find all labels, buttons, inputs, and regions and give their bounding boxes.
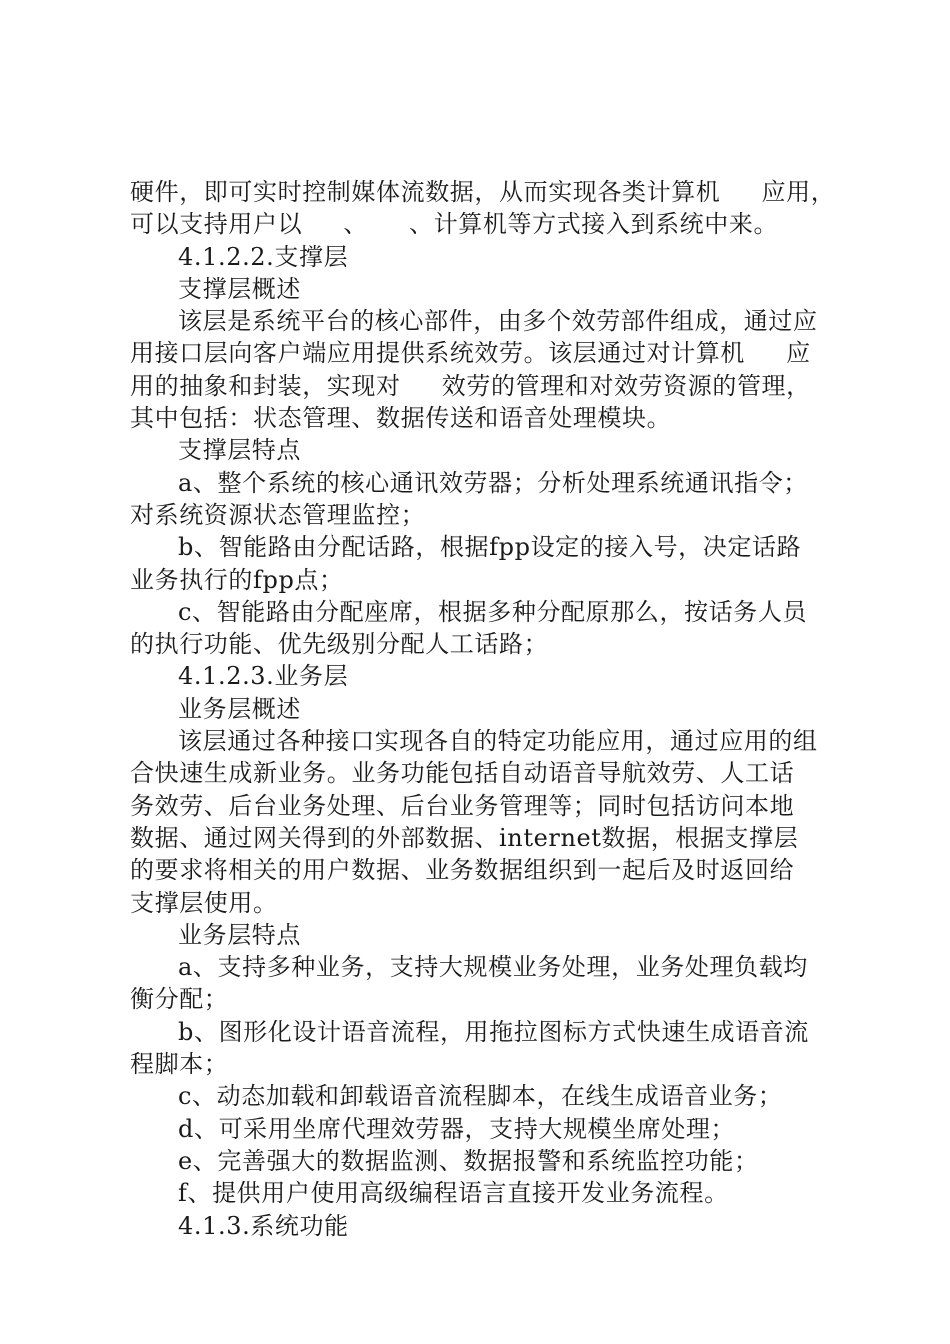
text-line: 的要求将相关的用户数据、业务数据组织到一起后及时返回给 bbox=[130, 856, 795, 885]
text-line: 数据、通过网关得到的外部数据、internet数据，根据支撑层 bbox=[130, 823, 799, 852]
list-item: b、智能路由分配话路，根据fpp设定的接入号，决定话路 bbox=[178, 533, 802, 562]
subsection-heading: 业务层概述 bbox=[178, 694, 301, 723]
list-item: c、智能路由分配座席，根据多种分配原那么，按话务人员 bbox=[178, 597, 808, 626]
text-line: 对系统资源状态管理监控； bbox=[130, 500, 426, 529]
text-line: 硬件，即可实时控制媒体流数据，从而实现各类计算机 应用， bbox=[130, 178, 836, 206]
text-line: 支撑层使用。 bbox=[130, 888, 278, 917]
text-line: 业务执行的fpp点； bbox=[130, 565, 344, 594]
list-item: d、可采用坐席代理效劳器，支持大规模坐席处理； bbox=[178, 1114, 736, 1143]
document-body bbox=[130, 176, 838, 1242]
section-heading: 4.1.2.3.业务层 bbox=[178, 662, 349, 691]
text-line: 该层是系统平台的核心部件，由多个效劳部件组成，通过应 bbox=[178, 307, 818, 336]
text-line: 务效劳、后台业务处理、后台业务管理等；同时包括访问本地 bbox=[130, 791, 795, 820]
section-heading: 4.1.3.系统功能 bbox=[178, 1211, 349, 1240]
text-line: 用接口层向客户端应用提供系统效劳。该层通过对计算机 应 bbox=[130, 339, 811, 368]
list-item: e、完善强大的数据监测、数据报警和系统监控功能； bbox=[178, 1146, 759, 1175]
list-item: a、支持多种业务，支持大规模业务处理，业务处理负载均 bbox=[178, 953, 808, 982]
section-heading: 4.1.2.2.支撑层 bbox=[178, 242, 349, 271]
subsection-heading: 支撑层概述 bbox=[178, 274, 301, 303]
list-item: f、提供用户使用高级编程语言直接开发业务流程。 bbox=[178, 1179, 729, 1208]
text-line: 的执行功能、优先级别分配人工话路； bbox=[130, 630, 549, 659]
text-line: 合快速生成新业务。业务功能包括自动语音导航效劳、人工话 bbox=[130, 759, 795, 788]
list-item: b、图形化设计语音流程，用拖拉图标方式快速生成语音流 bbox=[178, 1017, 809, 1046]
text-line: 程脚本； bbox=[130, 1050, 229, 1079]
text-line: 用的抽象和封装，实现对 效劳的管理和对效劳资源的管理， bbox=[130, 371, 811, 400]
text-line: 其中包括：状态管理、数据传送和语音处理模块。 bbox=[130, 404, 672, 433]
subsection-heading: 支撑层特点 bbox=[178, 436, 301, 465]
list-item: c、动态加载和卸载语音流程脚本，在线生成语音业务； bbox=[178, 1082, 783, 1111]
subsection-heading: 业务层特点 bbox=[178, 920, 301, 949]
list-item: a、整个系统的核心通讯效劳器；分析处理系统通讯指令； bbox=[178, 468, 808, 497]
text-line: 衡分配； bbox=[130, 985, 229, 1014]
text-line: 该层通过各种接口实现各自的特定功能应用，通过应用的组 bbox=[178, 727, 818, 756]
text-line: 可以支持用户以 、 、计算机等方式接入到系统中来。 bbox=[130, 210, 779, 239]
